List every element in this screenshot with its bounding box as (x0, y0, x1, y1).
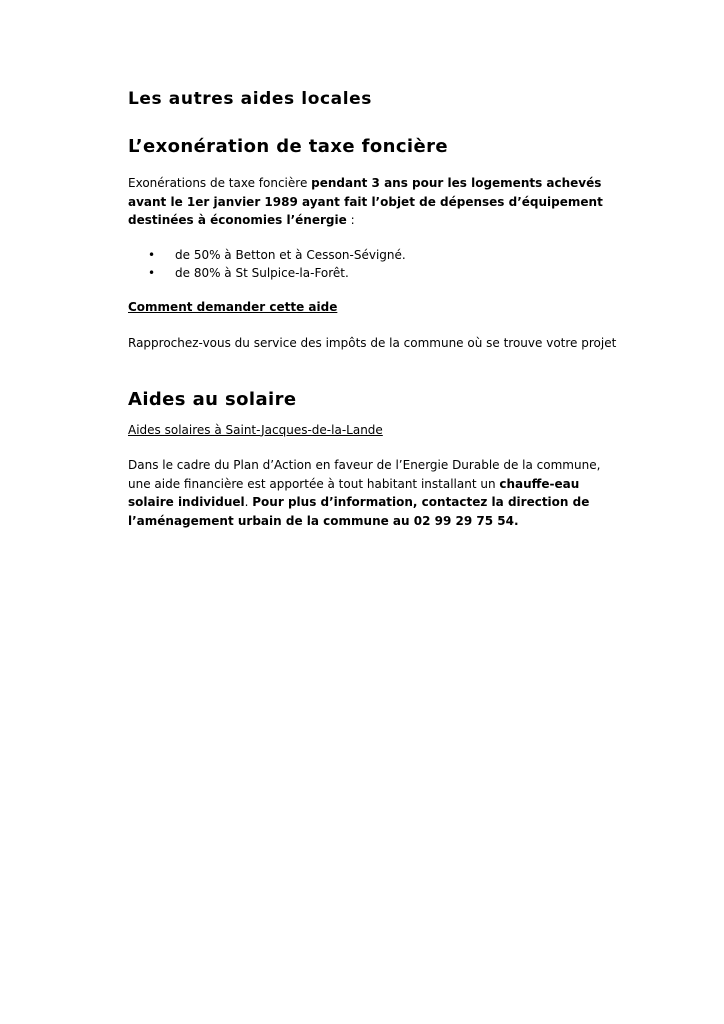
intro-run-colon: : (346, 213, 355, 227)
plan-run-bold-2: Pour plus d’information, contactez la direction de l’aménagement urbain de la commune au 02 99 29 75 54. (128, 495, 590, 528)
list-item: • de 80% à St Sulpice-la-Forêt. (148, 264, 618, 283)
paragraph-exoneration-intro (128, 174, 618, 230)
paragraph-rapprochez: Rapprochez-vous du service des impôts de la commune où se trouve votre projet (128, 336, 617, 350)
exoneration-bullet-list (128, 246, 618, 283)
paragraph-plan-action (128, 456, 618, 530)
intro-run-bold: pendant 3 ans pour les logements achevés avant le 1er janvier 1989 ayant fait l’objet de dépenses d’équipement destinées à économies l’énergie (128, 176, 603, 227)
section-heading-exoneration: L’exonération de taxe foncière (128, 136, 448, 157)
subheading-comment-demander: Comment demander cette aide (128, 299, 338, 314)
main-title: Les autres aides locales (128, 89, 373, 109)
section-heading-aides-solaire: Aides au solaire (128, 388, 297, 410)
link-aides-solaires-saint-jacques: Aides solaires à Saint-Jacques-de-la-Lande (128, 422, 383, 437)
plan-run-bold-1: chauffe-eau solaire individuel (128, 476, 580, 509)
intro-run-regular: Exonérations de taxe foncière (128, 176, 312, 190)
plan-run-regular-1: Dans le cadre du Plan d’Action en faveur de l’Energie Durable de la commune, une aide financière est apportée à tout habitant installant un (128, 458, 601, 491)
list-item: • de 50% à Betton et à Cesson-Sévigné. (148, 246, 618, 265)
plan-run-period: . (244, 495, 253, 509)
